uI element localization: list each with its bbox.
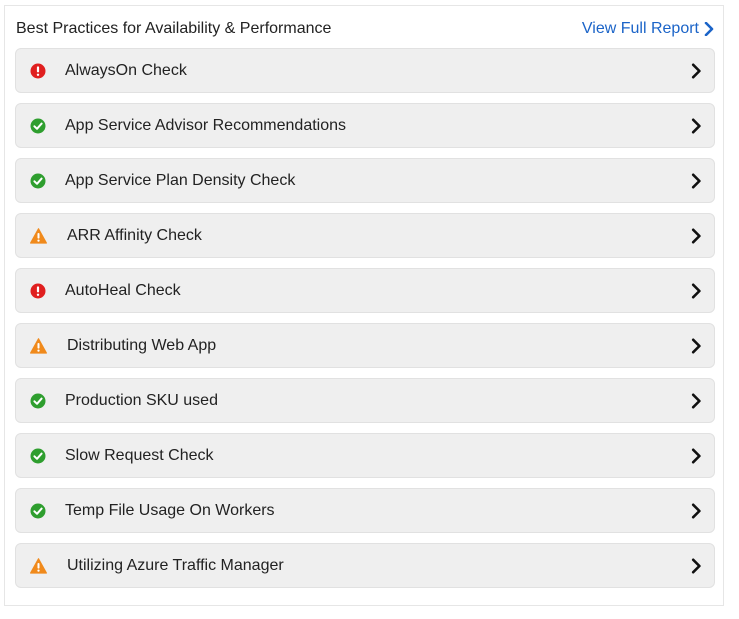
list-item[interactable]: [15, 268, 715, 313]
success-check-icon: [30, 448, 46, 464]
list-item[interactable]: [15, 433, 715, 478]
chevron-right-icon[interactable]: [691, 283, 702, 299]
chevron-right-icon[interactable]: [691, 63, 702, 79]
list-item[interactable]: [15, 543, 715, 588]
check-label: App Service Advisor Recommendations: [65, 117, 347, 134]
check-label: App Service Plan Density Check: [65, 172, 296, 189]
view-full-report-label: View Full Report: [581, 20, 699, 37]
list-item[interactable]: [15, 323, 715, 368]
check-label: Utilizing Azure Traffic Manager: [67, 557, 284, 574]
success-check-icon: [30, 173, 46, 189]
chevron-right-icon[interactable]: [691, 393, 702, 409]
list-item[interactable]: [15, 488, 715, 533]
view-full-report-link[interactable]: [582, 19, 714, 39]
check-label: ARR Affinity Check: [67, 227, 202, 244]
warning-icon: [30, 338, 46, 354]
list-item[interactable]: [15, 378, 715, 423]
list-item[interactable]: [15, 103, 715, 148]
panel-title: Best Practices for Availability & Performance: [16, 20, 332, 37]
check-label: Slow Request Check: [65, 447, 214, 464]
check-list: [15, 48, 715, 598]
check-label: Temp File Usage On Workers: [65, 502, 275, 519]
success-check-icon: [30, 118, 46, 134]
best-practices-panel: [4, 5, 724, 606]
check-label: Distributing Web App: [67, 337, 217, 354]
success-check-icon: [30, 393, 46, 409]
chevron-right-icon[interactable]: [691, 118, 702, 134]
error-icon: [30, 63, 46, 79]
list-item[interactable]: [15, 48, 715, 93]
list-item[interactable]: [15, 158, 715, 203]
list-item[interactable]: [15, 213, 715, 258]
chevron-right-icon[interactable]: [691, 503, 702, 519]
chevron-right-icon: [704, 22, 714, 36]
warning-icon: [30, 228, 46, 244]
chevron-right-icon[interactable]: [691, 228, 702, 244]
success-check-icon: [30, 503, 46, 519]
chevron-right-icon[interactable]: [691, 558, 702, 574]
check-label: Production SKU used: [65, 392, 218, 409]
check-label: AutoHeal Check: [65, 282, 181, 299]
chevron-right-icon[interactable]: [691, 448, 702, 464]
warning-icon: [30, 558, 46, 574]
check-label: AlwaysOn Check: [65, 62, 187, 79]
chevron-right-icon[interactable]: [691, 338, 702, 354]
error-icon: [30, 283, 46, 299]
chevron-right-icon[interactable]: [691, 173, 702, 189]
